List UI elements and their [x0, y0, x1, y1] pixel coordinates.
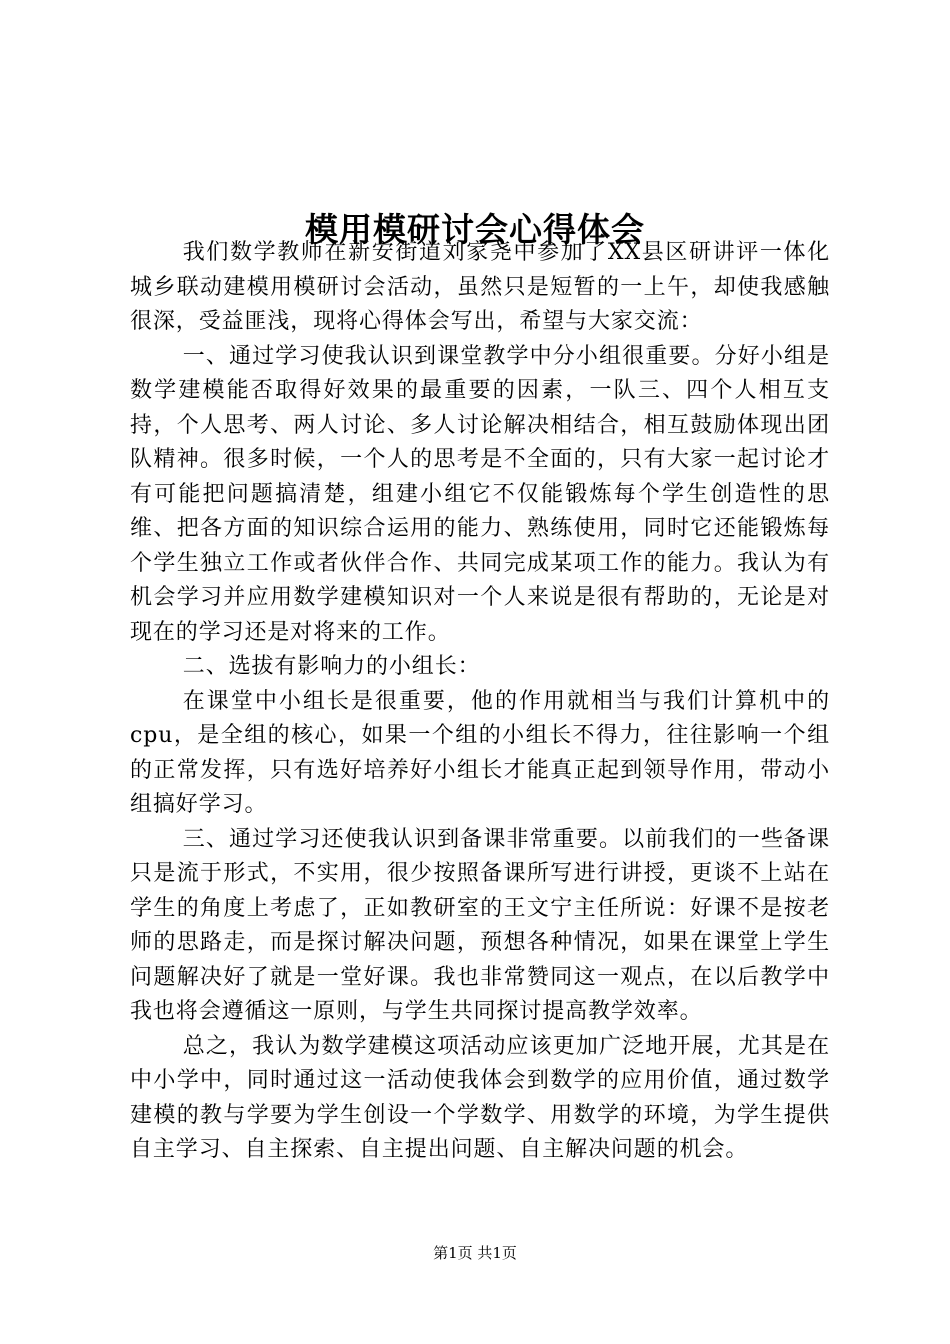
paragraph-intro: 我们数学教师在新安街道刘家尧中参加了XX县区研讲评一体化城乡联动建模用模研讨会活动，虽然只是短暂的一上午，却使我感触很深，受益匪浅，现将心得体会写出，希望与大家交流：: [130, 240, 830, 334]
document-body: [130, 236, 830, 1168]
page-number-footer: 第1页 共1页: [433, 1244, 517, 1262]
paragraph-point-two-heading: 二、选拔有影响力的小组长：: [182, 654, 481, 679]
paragraph-point-one: 一、通过学习使我认识到课堂教学中分小组很重要。分好小组是数学建模能否取得好效果的最重要的因素，一队三、四个人相互支持，个人思考、两人讨论、多人讨论解决相结合，相互鼓励体现出团队精神。很多时候，一个人的思考是不全面的，只有大家一起讨论才有可能把问题搞清楚，组建小组它不仅能锻炼每个学生创造性的思维、把各方面的知识综合运用的能力、熟练使用，同时它还能锻炼每个学生独立工作或者伙伴合作、共同完成某项工作的能力。我认为有机会学习并应用数学建模知识对一个人来说是很有帮助的，无论是对现在的学习还是对将来的工作。: [130, 343, 830, 645]
paragraph-point-two-body: 在课堂中小组长是很重要，他的作用就相当与我们计算机中的cpu，是全组的核心，如果一个组的小组长不得力，往往影响一个组的正常发挥，只有选好培养好小组长才能真正起到领导作用，带动小组搞好学习。: [130, 688, 830, 817]
document-title: 模用模研讨会心得体会: [305, 210, 645, 250]
paragraph-conclusion: 总之，我认为数学建模这项活动应该更加广泛地开展，尤其是在中小学中，同时通过这一活动使我体会到数学的应用价值，通过数学建模的教与学要为学生创设一个学数学、用数学的环境，为学生提供自主学习、自主探索、自主提出问题、自主解决问题的机会。: [130, 1033, 830, 1162]
paragraph-point-three: 三、通过学习还使我认识到备课非常重要。以前我们的一些备课只是流于形式，不实用，很少按照备课所写进行讲授，更谈不上站在学生的角度上考虑了，正如教研室的王文宁主任所说：好课不是按老师的思路走，而是探讨解决问题，预想各种情况，如果在课堂上学生问题解决好了就是一堂好课。我也非常赞同这一观点，在以后教学中我也将会遵循这一原则，与学生共同探讨提高教学效率。: [130, 826, 830, 1024]
